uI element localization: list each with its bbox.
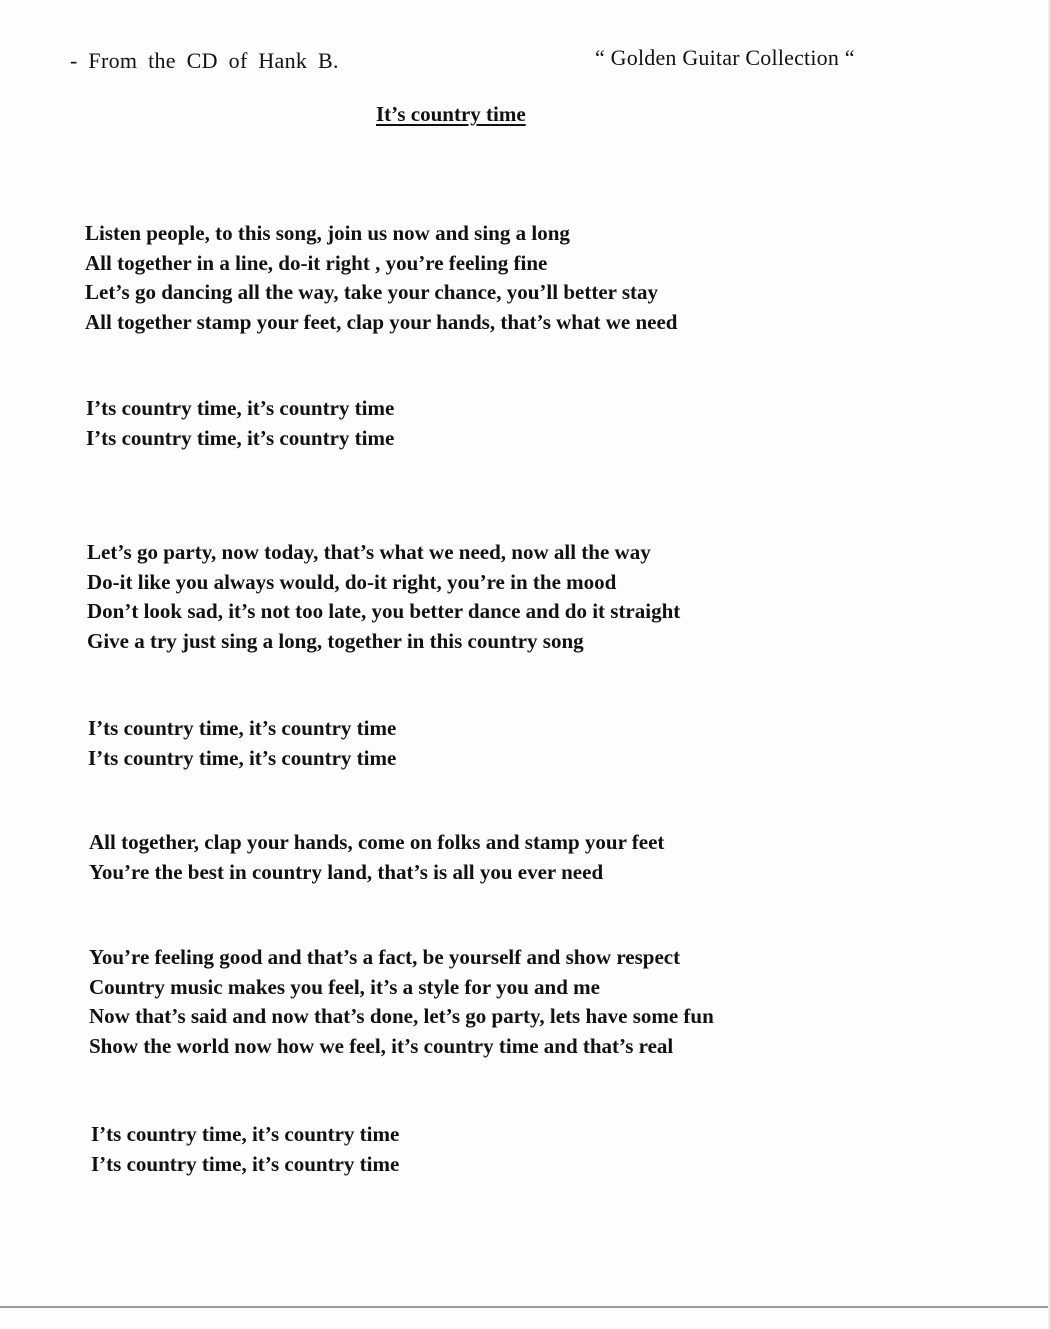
lyric-line: Show the world now how we feel, it’s country time and that’s real <box>89 1033 674 1058</box>
bridge <box>89 828 664 887</box>
album-title: “ Golden Guitar Collection “ <box>595 45 855 70</box>
lyric-line: Listen people, to this song, join us now and sing a long <box>85 221 570 245</box>
verse-2 <box>87 538 680 656</box>
lyric-line: You’re the best in country land, that’s is all you ever need <box>89 859 604 884</box>
lyric-line: I’ts country time, it’s country time <box>86 425 395 450</box>
lyric-line: Don’t look sad, it’s not too late, you better dance and do it straight <box>87 599 681 623</box>
verse-1 <box>85 219 677 337</box>
lyric-line: All together, clap your hands, come on folks and stamp your feet <box>89 830 665 854</box>
lyric-line: Let’s go dancing all the way, take your chance, you’ll better stay <box>85 280 659 304</box>
lyric-line: I’ts country time, it’s country time <box>91 1151 400 1176</box>
lyric-line: All together stamp your feet, clap your hands, that’s what we need <box>85 309 678 334</box>
lyric-line: Do-it like you always would, do-it right, you’re in the mood <box>87 569 617 594</box>
lyric-line: All together in a line, do-it right , you’re feeling fine <box>85 250 548 275</box>
lyric-line: You’re feeling good and that’s a fact, be yourself and show respect <box>89 945 681 969</box>
lyric-line: I’ts country time, it’s country time <box>91 1122 400 1146</box>
chorus-3 <box>91 1120 399 1179</box>
lyric-line: I’ts country time, it’s country time <box>88 745 397 770</box>
chorus-1 <box>86 394 394 453</box>
page-bottom-edge <box>0 1306 1050 1308</box>
lyric-line: Country music makes you feel, it’s a style for you and me <box>89 974 600 999</box>
lyric-line: Let’s go party, now today, that’s what we need, now all the way <box>87 540 651 564</box>
lyric-line: Now that’s said and now that’s done, let’s go party, lets have some fun <box>89 1004 714 1028</box>
chorus-2 <box>88 714 396 773</box>
lyric-line: Give a try just sing a long, together in this country song <box>87 628 584 653</box>
lyric-line: I’ts country time, it’s country time <box>86 396 395 420</box>
song-title: It’s country time <box>376 102 526 126</box>
source-credit: - From the CD of Hank B. <box>70 48 339 73</box>
verse-3 <box>89 943 714 1061</box>
lyric-line: I’ts country time, it’s country time <box>88 716 397 740</box>
